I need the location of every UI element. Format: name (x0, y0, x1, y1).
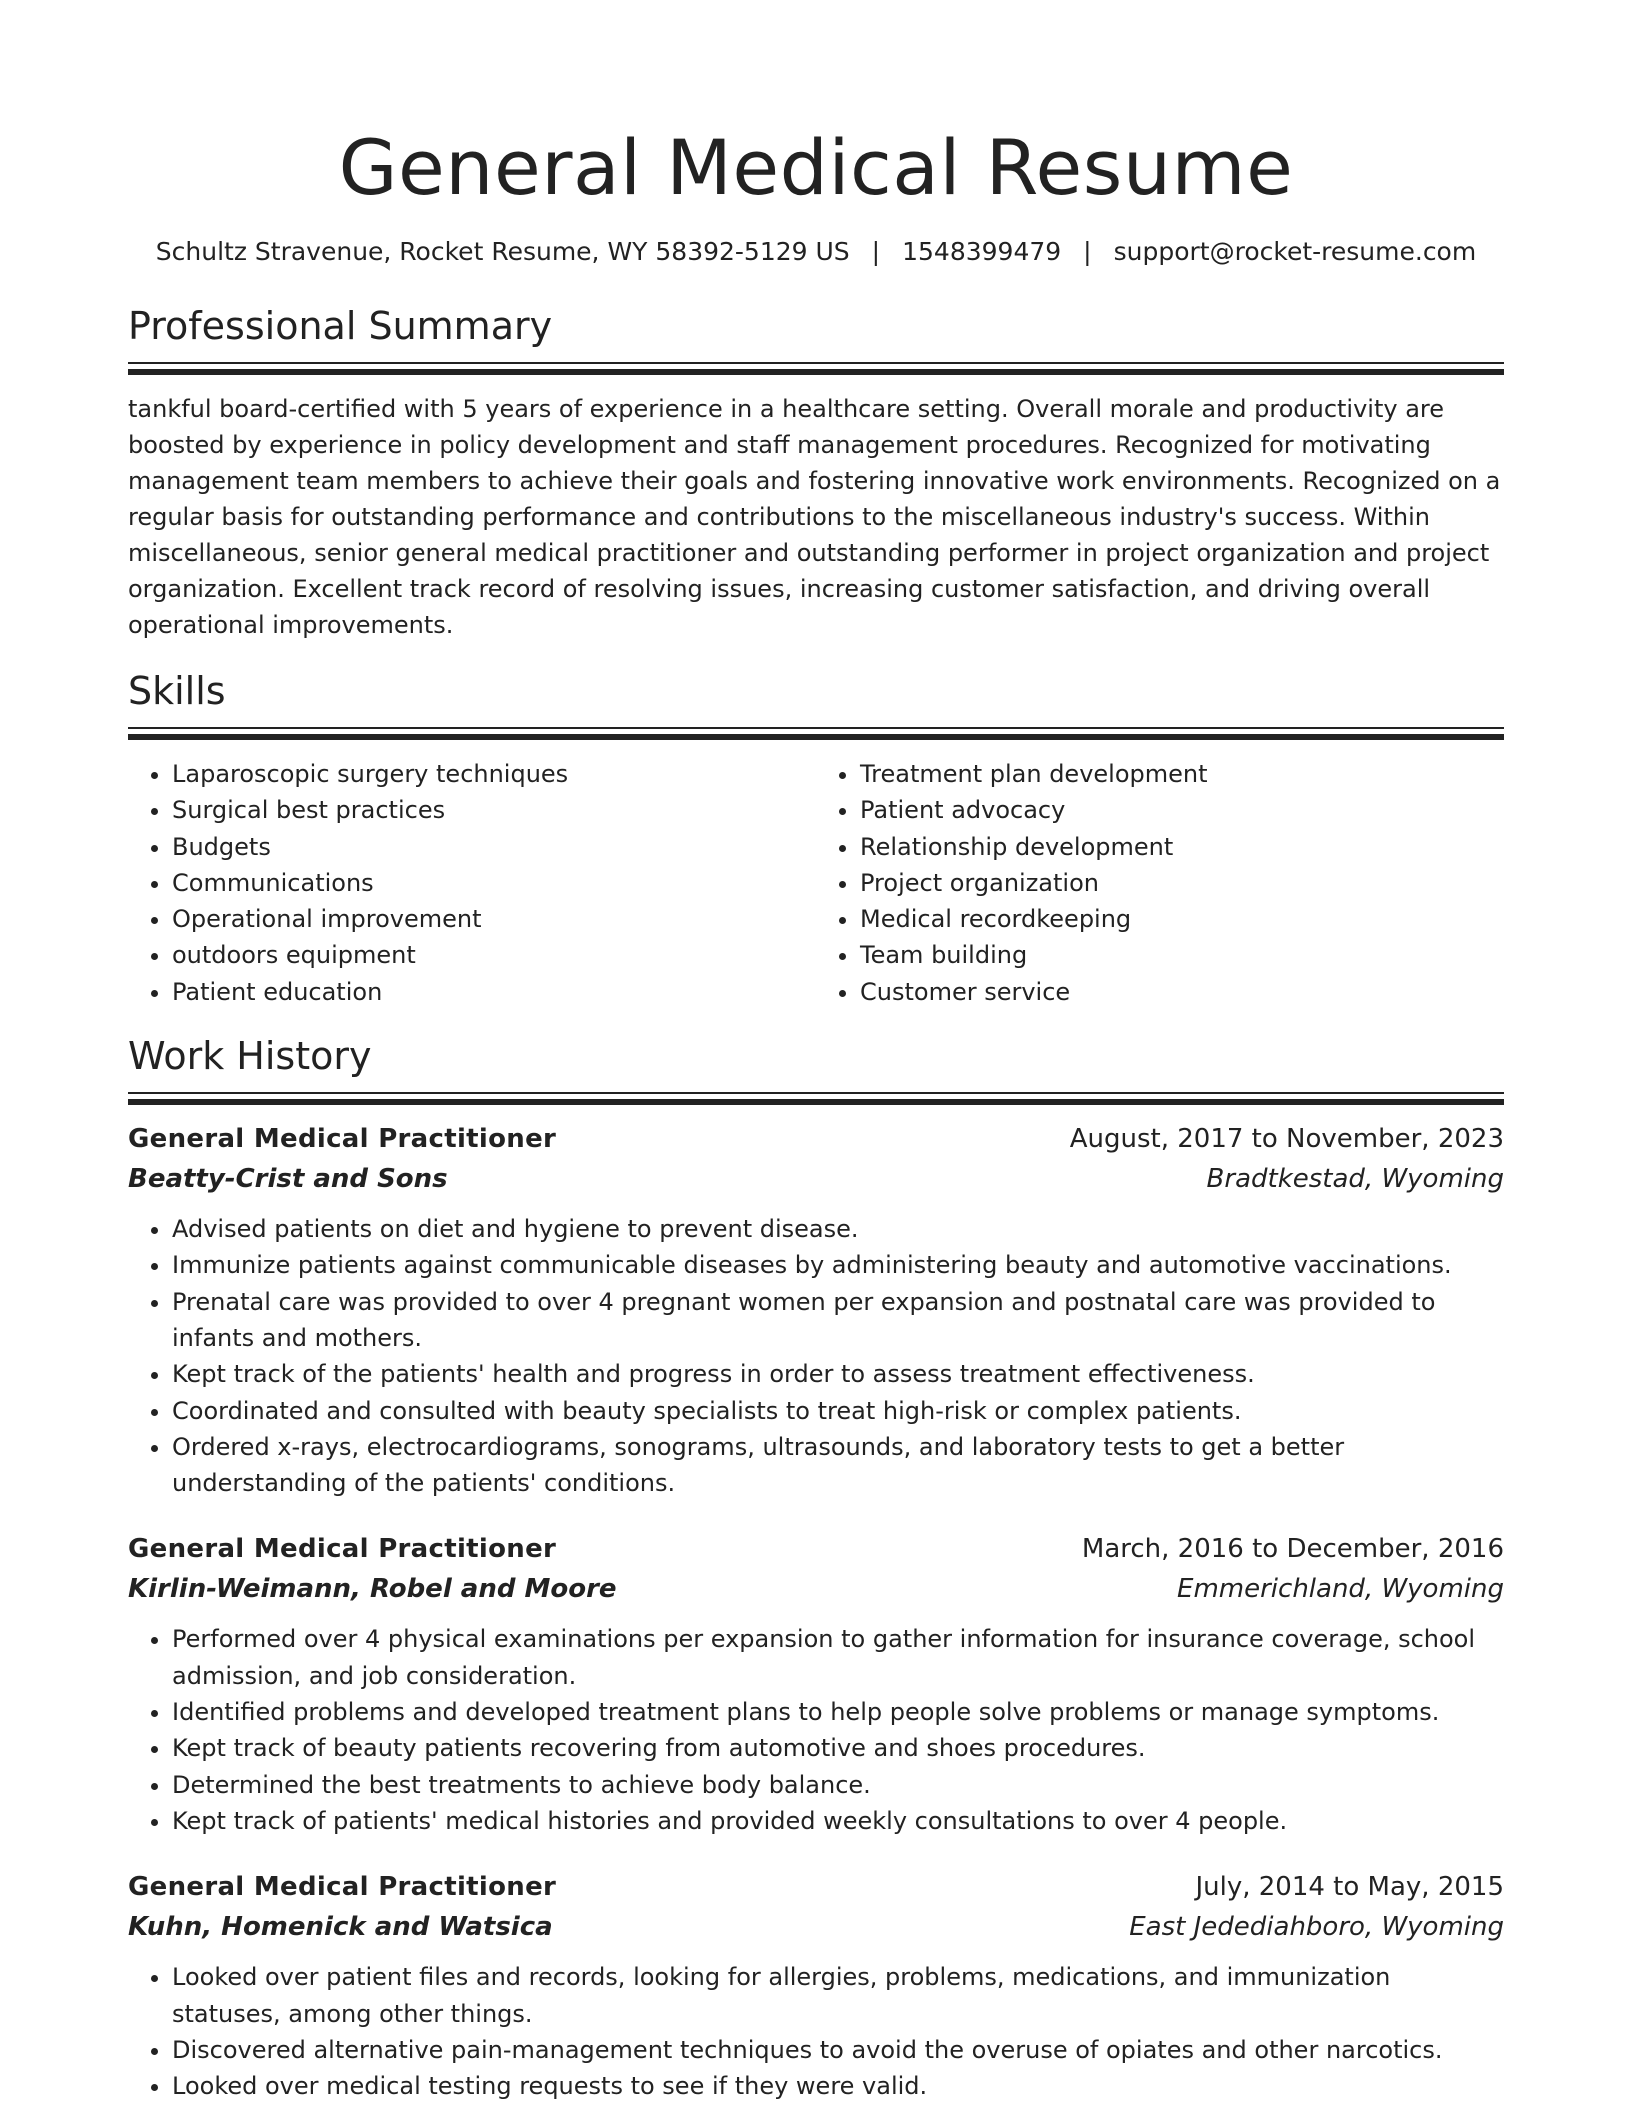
section-title-work-history: Work History (128, 1034, 372, 1079)
work-history-section (128, 1032, 1504, 2104)
job-location: East Jedediahboro, Wyoming (1129, 1912, 1504, 1943)
skill-item: • Budgets (172, 829, 816, 865)
skill-item: • Patient education (172, 974, 816, 1010)
contact-phone: 1548399479 (902, 237, 1062, 266)
skills-columns (128, 756, 1504, 1010)
job-bullet: • Kept track of the patients' health and progress in order to assess treatment effectiveness. (172, 1356, 1504, 1392)
job-company: Beatty-Crist and Sons (128, 1164, 448, 1195)
job-bullets (128, 1621, 1504, 1839)
job-bullet: • Immunize patients against communicable diseases by administering beauty and automotive vaccinations. (172, 1247, 1504, 1283)
contact-separator: | (1083, 237, 1092, 266)
job-company-row (128, 1159, 1504, 1199)
skills-list-right (816, 756, 1504, 1010)
job-bullet: • Ordered x-rays, electrocardiograms, sonograms, ultrasounds, and laboratory tests to get a better understanding of the patients' conditions. (172, 1429, 1504, 1502)
contact-line (128, 236, 1504, 268)
job-entry (128, 1529, 1504, 1839)
job-location: Emmerichland, Wyoming (1177, 1574, 1504, 1605)
skills-list-left (128, 756, 816, 1010)
skill-item: • Relationship development (860, 829, 1504, 865)
skill-item: • outdoors equipment (172, 937, 816, 973)
section-divider-thick (128, 734, 1504, 740)
job-bullet: • Determined the best treatments to achieve body balance. (172, 1767, 1504, 1803)
job-title: General Medical Practitioner (128, 1124, 557, 1155)
job-location: Bradtkestad, Wyoming (1206, 1164, 1504, 1195)
resume-name: General Medical Resume (338, 123, 1294, 212)
section-title-summary: Professional Summary (128, 304, 553, 348)
summary-section (128, 302, 1504, 643)
skill-item: • Project organization (860, 865, 1504, 901)
section-title-skills: Skills (128, 669, 226, 713)
job-bullet: • Coordinated and consulted with beauty specialists to treat high-risk or complex patients. (172, 1393, 1504, 1429)
skill-item: • Operational improvement (172, 901, 816, 937)
section-divider (128, 362, 1504, 364)
job-company: Kuhn, Homenick and Watsica (128, 1912, 553, 1943)
job-dates: July, 2014 to May, 2015 (1195, 1872, 1504, 1903)
job-bullet: • Discovered alternative pain-management techniques to avoid the overuse of opiates and other narcotics. (172, 2032, 1504, 2068)
job-company-row (128, 1907, 1504, 1947)
job-dates: August, 2017 to November, 2023 (1069, 1124, 1504, 1155)
job-dates: March, 2016 to December, 2016 (1081, 1534, 1504, 1565)
section-divider (128, 1092, 1504, 1094)
job-header-row (128, 1529, 1504, 1569)
skill-item: • Surgical best practices (172, 792, 816, 828)
job-entry (128, 1119, 1504, 1501)
section-divider (128, 727, 1504, 729)
job-bullet: • Looked over patient files and records, looking for allergies, problems, medications, and immunization statuses, among other things. (172, 1959, 1504, 2032)
job-bullet: • Kept track of beauty patients recovering from automotive and shoes procedures. (172, 1730, 1504, 1766)
job-company: Kirlin-Weimann, Robel and Moore (128, 1574, 617, 1605)
skills-section (128, 667, 1504, 1010)
section-divider-thick (128, 369, 1504, 375)
job-title: General Medical Practitioner (128, 1872, 557, 1903)
resume-page (128, 0, 1504, 2104)
skill-item: • Team building (860, 937, 1504, 973)
contact-address: Schultz Stravenue, Rocket Resume, WY 58392-5129 US (155, 237, 850, 266)
job-bullet: • Advised patients on diet and hygiene to prevent disease. (172, 1211, 1504, 1247)
summary-text: tankful board-certified with 5 years of experience in a healthcare setting. Overall morale and productivity are boosted by experience in policy development and staff management procedures. Recognized for motivating management team members to achieve their goals and fostering innovative work environments. Recognized on a regular basis for outstanding performance and contributions to the miscellaneous industry's success. Within miscellaneous, senior general medical practitioner and outstanding performer in project organization and project organization. Excellent track record of resolving issues, increasing customer satisfaction, and driving overall operational improvements. (128, 395, 1501, 639)
job-bullets (128, 1211, 1504, 1501)
job-bullet: • Prenatal care was provided to over 4 pregnant women per expansion and postnatal care was provided to infants and mothers. (172, 1284, 1504, 1357)
job-company-row (128, 1569, 1504, 1609)
job-header-row (128, 1119, 1504, 1159)
job-bullet: • Kept track of patients' medical histories and provided weekly consultations to over 4 people. (172, 1803, 1504, 1839)
skill-item: • Patient advocacy (860, 792, 1504, 828)
skill-item: • Laparoscopic surgery techniques (172, 756, 816, 792)
skill-item: • Customer service (860, 974, 1504, 1010)
skill-item: • Treatment plan development (860, 756, 1504, 792)
section-divider-thick (128, 1099, 1504, 1105)
job-bullet: • Performed over 4 physical examinations per expansion to gather information for insurance coverage, school admission, and job consideration. (172, 1621, 1504, 1694)
skill-item: • Communications (172, 865, 816, 901)
job-bullet: • Identified problems and developed treatment plans to help people solve problems or manage symptoms. (172, 1694, 1504, 1730)
job-title: General Medical Practitioner (128, 1534, 557, 1565)
job-bullet: • Looked over medical testing requests to see if they were valid. (172, 2068, 1504, 2104)
job-header-row (128, 1867, 1504, 1907)
job-bullets (128, 1959, 1504, 2104)
contact-email[interactable]: support@rocket-resume.com (1113, 237, 1477, 266)
contact-separator: | (871, 237, 881, 266)
skill-item: • Medical recordkeeping (860, 901, 1504, 937)
job-entry (128, 1867, 1504, 2104)
